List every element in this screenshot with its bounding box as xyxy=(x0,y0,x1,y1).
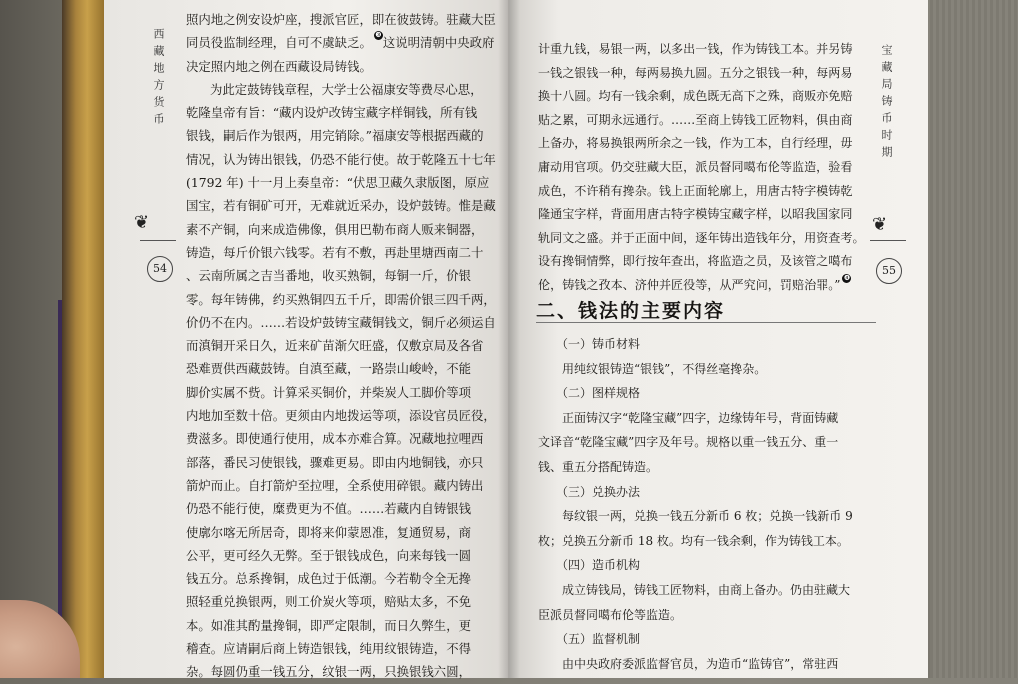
text-line: 照内地之例安设炉座，搜派官匠，即在彼鼓铸。驻藏大臣 xyxy=(186,12,496,27)
text-line: 情况，认为铸出银钱，仍恐不能行使。故于乾隆五十七年 xyxy=(186,151,496,167)
left-ornament-rule xyxy=(140,240,176,241)
subsection-text: 钱、重五分搭配铸造。 xyxy=(538,459,659,474)
text-line: 恐难贾供西藏鼓铸。自滇至藏，一路崇山峻岭，不能 xyxy=(186,361,471,377)
text-line: 价仍不在内。……若设炉鼓铸宝藏铜钱文，铜斤必须运自 xyxy=(186,314,496,330)
right-running-head: 宝藏局铸币时期 xyxy=(880,44,893,163)
subsection-text: 正面铸汉字“乾隆宝藏”四字，边缘铸年号，背面铸藏 xyxy=(562,410,839,425)
footnote-marker: ❸ xyxy=(375,31,382,40)
subsection-text: 每纹银一两，兑换一钱五分新币 6 枚；兑换一钱新币 9 xyxy=(562,509,853,524)
subsection-title: （一）铸币材料 xyxy=(556,337,641,351)
text-line: 脚价实属不赀。计算采买铜价，并柴炭人工脚价等项 xyxy=(186,384,471,400)
text-line: 钱五分。总系搀铜，成色过于低潮。今若勒令全无搀 xyxy=(186,571,471,587)
text-line: 稽查。应请嗣后商上铸造银钱，纯用纹银铸造，不得 xyxy=(186,641,471,657)
left-ornament-icon: ❦ xyxy=(134,212,150,233)
text-line: 杂。每圆仍重一钱五分，纹银一两，只换银钱六圆， xyxy=(186,664,471,680)
section-heading-rule xyxy=(536,322,876,323)
subsection-text: 臣派员督同噶布伦等监造。 xyxy=(538,607,683,622)
text-line: 换十八圆。均有一钱余剩，成色既无高下之殊，商贩亦免赔 xyxy=(538,89,853,104)
subsection-text: 文译音“乾隆宝藏”四字及年号。规格以重一钱五分、重一 xyxy=(538,435,839,450)
book-gutter xyxy=(498,0,520,678)
text-line: (1792 年) 十一月上奏皇帝：“伏思卫藏久隶版图，原应 xyxy=(186,175,490,191)
text-line: 设有搀铜情弊，即行按年查出，将监造之员，及该管之噶布 xyxy=(538,254,853,269)
footnote-marker: ❹ xyxy=(843,273,851,282)
text-line: 庸动用官项。仍交驻藏大臣，派员督同噶布伦等监造，验看 xyxy=(538,159,853,174)
text-line: 公平，更可经久无弊。至于银钱成色，向来每钱一圆 xyxy=(186,547,471,563)
text-line: 同员役监制经理，自可不虞缺乏。 ❸这说明清朝中央政府 xyxy=(186,31,495,51)
footnote-tail: 这说明清朝中央政府 xyxy=(382,35,495,51)
text-line: 而滇铜开采日久，近来矿苗渐欠旺盛，仅敷京局及各省 xyxy=(186,338,484,354)
text-line: 上备办，将易换银两所余之一钱，作为工本，自行经理，毋 xyxy=(538,136,853,151)
text-line: 零。每年铸佛，约买熟铜四五千斤，即需价银三四千两， xyxy=(186,291,496,307)
text-line: 内地加至数十倍。更须由内地拨运等项，添设官员匠役， xyxy=(186,408,496,424)
section-list xyxy=(538,332,878,676)
subsection-text: 用纯纹银铸造“银钱”，不得丝毫搀杂。 xyxy=(562,361,767,376)
text-line: 仍恐不能行使，糜费更为不值。……若藏内自铸银钱 xyxy=(186,501,471,517)
text-line: 乾隆皇帝有旨：“藏内设炉改铸宝藏字样铜钱，所有钱 xyxy=(186,105,478,121)
subsection-text: 枚；兑换五分新币 18 枚。均有一钱余剩，作为铸钱工本。 xyxy=(538,533,849,548)
text-line: 铸造，每斤价银六钱零。若有不敷，再赴里塘西南二十 xyxy=(186,244,484,260)
text-line: 本。如准其酌量搀铜，即严定限制，而日久弊生，更 xyxy=(186,617,471,633)
text-line: 一钱之银钱一种，每两易换九圆。五分之银钱一种，每两易 xyxy=(538,65,853,80)
section-heading: 二、钱法的主要内容 xyxy=(536,300,726,322)
text-line: 贴之累，可期永远通行。……至商上铸钱工匠物料，俱由商 xyxy=(538,112,853,127)
table-surface-right xyxy=(930,0,1018,678)
text-line: 为此定鼓铸钱章程，大学士公福康安等费尽心思， xyxy=(210,81,483,97)
subsection-title: （二）图样规格 xyxy=(556,386,641,401)
left-body-text xyxy=(186,8,498,684)
left-running-head: 西藏地方货币 xyxy=(152,28,165,130)
text-line: 伦，铸钱之孜本、济仲并匠役等，从严究问，罚赔治罪。” ❹ xyxy=(538,273,851,292)
text-line: 箭炉而止。自打箭炉至拉哩，全系使用碎银。藏内铸出 xyxy=(186,477,484,493)
right-page-number: 55 xyxy=(876,258,902,284)
subsection-text: 由中央政府委派监督官员，为造币“监铸官”，常驻西 xyxy=(562,656,839,671)
right-body-text xyxy=(538,38,868,298)
text-line: 成色，不许稍有搀杂。钱上正面轮廓上，用唐古特字模铸乾 xyxy=(538,183,853,198)
text-line: 部落，番民习使银钱，骤难更易。即由内地铜钱，亦只 xyxy=(186,454,484,470)
text-line: 决定照内地之例在西藏设局铸钱。 xyxy=(186,58,372,74)
subsection-title: （四）造币机构 xyxy=(556,558,641,573)
left-page-number: 54 xyxy=(147,256,173,282)
text-line: 费滋多。即使通行使用，成本亦难合算。况藏地拉哩西 xyxy=(186,431,484,447)
text-line: 计重九钱，易银一两，以多出一钱，作为铸钱工本。并另铸 xyxy=(538,42,853,56)
right-ornament-rule xyxy=(870,240,906,241)
book-cover-gold-edge xyxy=(62,0,108,678)
text-line: 隆通宝字样，背面用唐古特字模铸宝藏字样，以昭我国家同 xyxy=(538,207,853,222)
text-line: 国宝，若有铜矿可开，无难就近采办，设炉鼓铸。惟是藏 xyxy=(186,198,496,214)
subsection-text: 成立铸钱局，铸钱工匠物料，由商上备办。仍由驻藏大 xyxy=(562,582,851,597)
text-line: 银钱，嗣后作为银两，用完销除。”福康安等根据西藏的 xyxy=(186,128,484,144)
text-line: 照轻重兑换银两，则工价炭火等项，赔贴太多，不免 xyxy=(186,594,471,610)
text-line: 使廓尔喀无所居奇，即将来仰蒙恩准，复通贸易，商 xyxy=(186,524,471,540)
right-ornament-icon: ❦ xyxy=(872,214,888,235)
subsection-title: （五）监督机制 xyxy=(556,632,641,647)
text-line: 素不产铜，向来成造佛像，俱用巴勒布商人贩来铜器， xyxy=(186,221,484,237)
text-line: 轨同文之盛。并于正面中间，逐年铸出造钱年分，用资查考。 xyxy=(538,230,865,245)
text-line: 、云南所属之吉当番地，收买熟铜，每铜一斤，价银 xyxy=(186,268,471,284)
subsection-title: （三）兑换办法 xyxy=(556,484,641,499)
